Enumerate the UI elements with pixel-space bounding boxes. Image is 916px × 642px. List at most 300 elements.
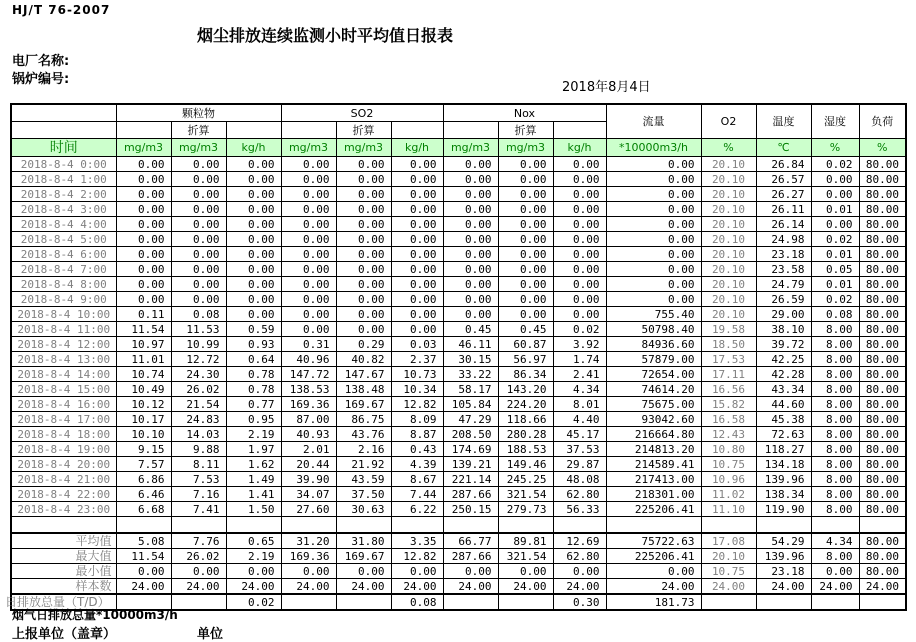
table-row <box>11 187 906 202</box>
value-cell: 217413.00 <box>606 472 701 487</box>
value-cell: 8.87 <box>391 427 443 442</box>
value-cell: 24.79 <box>756 277 811 292</box>
value-cell: 287.66 <box>443 549 498 564</box>
value-cell: 0.00 <box>391 232 443 247</box>
value-cell <box>171 594 226 610</box>
value-cell: 24.83 <box>171 412 226 427</box>
value-cell: 10.75 <box>701 564 756 579</box>
value-cell: 0.00 <box>443 232 498 247</box>
flue-gas-total-label: 烟气日排放总量*10000m3/h <box>12 608 178 622</box>
table-row <box>11 397 906 412</box>
value-cell: 118.66 <box>498 412 553 427</box>
value-cell: 20.10 <box>701 292 756 307</box>
value-cell: 87.00 <box>281 412 336 427</box>
value-cell: 18.50 <box>701 337 756 352</box>
value-cell: 6.22 <box>391 502 443 517</box>
time-col-spacer <box>11 104 116 122</box>
value-cell: 755.40 <box>606 307 701 322</box>
value-cell: 0.00 <box>443 307 498 322</box>
value-cell: 0.00 <box>606 187 701 202</box>
value-cell: 2.19 <box>226 549 281 564</box>
value-cell: 40.93 <box>281 427 336 442</box>
value-cell: 20.10 <box>701 232 756 247</box>
value-cell: 6.46 <box>116 487 171 502</box>
row-time: 2018-8-4 13:00 <box>11 352 116 367</box>
value-cell: 174.69 <box>443 442 498 457</box>
value-cell: 0.00 <box>116 157 171 172</box>
value-cell <box>391 517 443 534</box>
value-cell: 8.09 <box>391 412 443 427</box>
row-time: 2018-8-4 4:00 <box>11 217 116 232</box>
unit-so2-mgm3: mg/m3 <box>281 139 336 157</box>
col-header-humidity: 湿度 <box>811 104 859 139</box>
value-cell: 20.10 <box>701 277 756 292</box>
report-date: 2018年8月4日 <box>562 80 651 95</box>
value-cell: 20.10 <box>701 307 756 322</box>
row-time: 2018-8-4 7:00 <box>11 262 116 277</box>
value-cell: 30.63 <box>336 502 391 517</box>
value-cell: 8.00 <box>811 549 859 564</box>
value-cell: 8.00 <box>811 442 859 457</box>
value-cell <box>226 517 281 534</box>
value-cell: 80.00 <box>859 322 906 337</box>
value-cell: 245.25 <box>498 472 553 487</box>
summary-label: 最大值 <box>11 549 116 564</box>
value-cell: 3.92 <box>553 337 606 352</box>
table-row <box>11 337 906 352</box>
value-cell: 0.00 <box>553 247 606 262</box>
table-row <box>11 367 906 382</box>
value-cell <box>553 517 606 534</box>
value-cell <box>336 517 391 534</box>
value-cell: 24.00 <box>336 579 391 595</box>
value-cell: 0.00 <box>336 157 391 172</box>
value-cell: 24.00 <box>811 579 859 595</box>
value-cell: 0.00 <box>498 217 553 232</box>
value-cell: 0.00 <box>116 202 171 217</box>
row-time: 2018-8-4 18:00 <box>11 427 116 442</box>
value-cell: 34.07 <box>281 487 336 502</box>
value-cell: 0.00 <box>553 262 606 277</box>
value-cell: 0.00 <box>443 157 498 172</box>
value-cell: 29.87 <box>553 457 606 472</box>
value-cell: 38.10 <box>756 322 811 337</box>
value-cell: 9.15 <box>116 442 171 457</box>
value-cell: 24.00 <box>606 579 701 595</box>
value-cell: 0.00 <box>443 292 498 307</box>
empty-header-cell <box>553 122 606 139</box>
value-cell: 30.15 <box>443 352 498 367</box>
value-cell: 21.92 <box>336 457 391 472</box>
value-cell: 80.00 <box>859 307 906 322</box>
value-cell <box>859 517 906 534</box>
value-cell <box>859 594 906 610</box>
value-cell: 80.00 <box>859 427 906 442</box>
value-cell: 16.58 <box>701 412 756 427</box>
value-cell: 0.78 <box>226 367 281 382</box>
table-body <box>5 157 906 611</box>
value-cell: 37.50 <box>336 487 391 502</box>
row-time: 2018-8-4 6:00 <box>11 247 116 262</box>
value-cell: 50798.40 <box>606 322 701 337</box>
reporting-unit-label: 上报单位（盖章） <box>12 627 117 642</box>
converted-label-pm: 折算 <box>171 122 226 139</box>
value-cell: 39.72 <box>756 337 811 352</box>
standard-number: HJ/T 76-2007 <box>12 3 111 17</box>
value-cell: 7.41 <box>171 502 226 517</box>
value-cell: 0.00 <box>116 564 171 579</box>
value-cell: 147.72 <box>281 367 336 382</box>
table-row <box>11 232 906 247</box>
value-cell <box>498 517 553 534</box>
value-cell: 2.41 <box>553 367 606 382</box>
table-row <box>11 352 906 367</box>
value-cell: 0.00 <box>443 247 498 262</box>
value-cell: 80.00 <box>859 247 906 262</box>
value-cell: 80.00 <box>859 262 906 277</box>
value-cell: 24.00 <box>756 579 811 595</box>
row-time: 2018-8-4 19:00 <box>11 442 116 457</box>
value-cell <box>811 594 859 610</box>
value-cell: 0.00 <box>336 202 391 217</box>
row-time: 2018-8-4 23:00 <box>11 502 116 517</box>
value-cell: 24.00 <box>226 579 281 595</box>
value-cell: 0.00 <box>226 277 281 292</box>
value-cell: 26.02 <box>171 549 226 564</box>
value-cell: 2.16 <box>336 442 391 457</box>
value-cell: 26.02 <box>171 382 226 397</box>
value-cell: 0.00 <box>498 277 553 292</box>
value-cell: 0.00 <box>116 262 171 277</box>
table-row <box>11 472 906 487</box>
value-cell: 0.00 <box>336 172 391 187</box>
blank-row <box>11 517 906 534</box>
row-time: 2018-8-4 2:00 <box>11 187 116 202</box>
value-cell: 0.00 <box>606 262 701 277</box>
value-cell: 139.96 <box>756 472 811 487</box>
group-header-pm: 颗粒物 <box>116 104 281 122</box>
value-cell: 0.00 <box>391 307 443 322</box>
value-cell: 12.72 <box>171 352 226 367</box>
value-cell: 181.73 <box>606 594 701 610</box>
value-cell: 138.53 <box>281 382 336 397</box>
unit-so2-converted-mgm3: mg/m3 <box>336 139 391 157</box>
table-row <box>11 172 906 187</box>
value-cell: 0.00 <box>391 292 443 307</box>
value-cell: 42.25 <box>756 352 811 367</box>
value-cell: 33.22 <box>443 367 498 382</box>
value-cell: 8.00 <box>811 352 859 367</box>
row-time: 2018-8-4 12:00 <box>11 337 116 352</box>
row-time: 2018-8-4 14:00 <box>11 367 116 382</box>
value-cell: 0.00 <box>336 292 391 307</box>
value-cell: 24.00 <box>553 579 606 595</box>
value-cell: 0.00 <box>443 564 498 579</box>
value-cell <box>443 594 498 610</box>
value-cell: 26.14 <box>756 217 811 232</box>
value-cell: 12.43 <box>701 427 756 442</box>
value-cell: 0.00 <box>116 277 171 292</box>
value-cell: 60.87 <box>498 337 553 352</box>
table-row <box>11 412 906 427</box>
value-cell: 11.01 <box>116 352 171 367</box>
table-row <box>11 247 906 262</box>
value-cell: 0.00 <box>498 232 553 247</box>
value-cell: 8.00 <box>811 487 859 502</box>
value-cell: 225206.41 <box>606 502 701 517</box>
value-cell: 0.00 <box>226 292 281 307</box>
value-cell: 80.00 <box>859 533 906 549</box>
value-cell: 2.01 <box>281 442 336 457</box>
value-cell: 0.00 <box>443 217 498 232</box>
row-time: 2018-8-4 5:00 <box>11 232 116 247</box>
time-header: 时间 <box>11 139 116 157</box>
value-cell: 39.90 <box>281 472 336 487</box>
value-cell: 0.00 <box>391 157 443 172</box>
value-cell: 54.29 <box>756 533 811 549</box>
value-cell: 119.90 <box>756 502 811 517</box>
unit-flow: *10000m3/h <box>606 139 701 157</box>
value-cell <box>756 594 811 610</box>
value-cell: 24.00 <box>281 579 336 595</box>
value-cell: 0.00 <box>391 322 443 337</box>
value-cell: 24.00 <box>391 579 443 595</box>
value-cell: 0.00 <box>171 232 226 247</box>
value-cell: 0.08 <box>391 594 443 610</box>
value-cell <box>171 517 226 534</box>
col-header-flow: 流量 <box>606 104 701 139</box>
value-cell: 20.10 <box>701 157 756 172</box>
value-cell: 0.00 <box>811 187 859 202</box>
time-col-spacer <box>11 122 116 139</box>
value-cell: 0.00 <box>171 172 226 187</box>
unit-label: 单位 <box>197 627 224 642</box>
value-cell: 40.96 <box>281 352 336 367</box>
value-cell: 221.14 <box>443 472 498 487</box>
value-cell: 0.00 <box>498 202 553 217</box>
value-cell: 118.27 <box>756 442 811 457</box>
group-header-nox: Nox <box>443 104 606 122</box>
table-row <box>11 262 906 277</box>
value-cell: 8.00 <box>811 457 859 472</box>
table-row <box>11 457 906 472</box>
total-label: 日排放总量（T/D） <box>11 594 116 610</box>
value-cell: 0.00 <box>336 564 391 579</box>
value-cell: 0.02 <box>811 292 859 307</box>
value-cell: 149.46 <box>498 457 553 472</box>
value-cell: 0.00 <box>498 157 553 172</box>
value-cell: 80.00 <box>859 172 906 187</box>
value-cell: 0.01 <box>811 277 859 292</box>
value-cell: 80.00 <box>859 442 906 457</box>
value-cell: 147.67 <box>336 367 391 382</box>
value-cell: 0.00 <box>281 307 336 322</box>
row-time: 2018-8-4 10:00 <box>11 307 116 322</box>
value-cell: 188.53 <box>498 442 553 457</box>
value-cell: 80.00 <box>859 277 906 292</box>
value-cell: 0.00 <box>226 172 281 187</box>
value-cell: 0.00 <box>391 217 443 232</box>
unit-load-percent: % <box>859 139 906 157</box>
value-cell: 0.95 <box>226 412 281 427</box>
value-cell: 0.00 <box>226 262 281 277</box>
value-cell: 93042.60 <box>606 412 701 427</box>
value-cell: 280.28 <box>498 427 553 442</box>
value-cell: 0.00 <box>553 307 606 322</box>
value-cell: 0.00 <box>391 172 443 187</box>
value-cell: 10.96 <box>701 472 756 487</box>
summary-row <box>11 533 906 549</box>
value-cell: 19.58 <box>701 322 756 337</box>
value-cell: 43.59 <box>336 472 391 487</box>
value-cell: 80.00 <box>859 187 906 202</box>
table-row <box>11 487 906 502</box>
value-cell: 321.54 <box>498 549 553 564</box>
value-cell: 287.66 <box>443 487 498 502</box>
row-time: 2018-8-4 11:00 <box>11 322 116 337</box>
value-cell: 11.02 <box>701 487 756 502</box>
value-cell <box>606 517 701 534</box>
value-cell: 0.00 <box>281 187 336 202</box>
value-cell: 8.00 <box>811 337 859 352</box>
value-cell: 7.44 <box>391 487 443 502</box>
value-cell: 0.03 <box>391 337 443 352</box>
table-row <box>11 307 906 322</box>
value-cell: 26.84 <box>756 157 811 172</box>
value-cell: 208.50 <box>443 427 498 442</box>
value-cell: 0.00 <box>281 292 336 307</box>
value-cell: 7.16 <box>171 487 226 502</box>
empty-header-cell <box>116 122 171 139</box>
value-cell: 0.78 <box>226 382 281 397</box>
value-cell: 20.10 <box>701 202 756 217</box>
value-cell: 0.00 <box>553 564 606 579</box>
value-cell: 80.00 <box>859 502 906 517</box>
value-cell: 0.77 <box>226 397 281 412</box>
value-cell: 31.20 <box>281 533 336 549</box>
value-cell: 0.02 <box>811 157 859 172</box>
unit-humidity-percent: % <box>811 139 859 157</box>
value-cell: 4.34 <box>811 533 859 549</box>
page-title: 烟尘排放连续监测小时平均值日报表 <box>196 26 453 45</box>
value-cell: 29.00 <box>756 307 811 322</box>
value-cell: 139.96 <box>756 549 811 564</box>
value-cell: 0.00 <box>443 187 498 202</box>
value-cell: 26.59 <box>756 292 811 307</box>
value-cell: 0.93 <box>226 337 281 352</box>
value-cell: 0.00 <box>498 187 553 202</box>
value-cell: 0.00 <box>391 564 443 579</box>
value-cell: 10.75 <box>701 457 756 472</box>
value-cell: 139.21 <box>443 457 498 472</box>
value-cell: 17.11 <box>701 367 756 382</box>
unit-pm-kgh: kg/h <box>226 139 281 157</box>
unit-nox-mgm3: mg/m3 <box>443 139 498 157</box>
value-cell <box>443 517 498 534</box>
value-cell: 7.76 <box>171 533 226 549</box>
value-cell <box>116 517 171 534</box>
row-time: 2018-8-4 1:00 <box>11 172 116 187</box>
value-cell: 250.15 <box>443 502 498 517</box>
table-row <box>11 277 906 292</box>
value-cell: 0.00 <box>391 202 443 217</box>
value-cell: 80.00 <box>859 412 906 427</box>
summary-label: 平均值 <box>11 533 116 549</box>
value-cell: 1.41 <box>226 487 281 502</box>
value-cell: 0.08 <box>171 307 226 322</box>
value-cell: 10.80 <box>701 442 756 457</box>
value-cell: 8.00 <box>811 367 859 382</box>
value-cell: 10.17 <box>116 412 171 427</box>
converted-label-nox: 折算 <box>498 122 553 139</box>
value-cell: 56.33 <box>553 502 606 517</box>
value-cell: 20.10 <box>701 172 756 187</box>
value-cell: 24.00 <box>116 579 171 595</box>
value-cell: 0.05 <box>811 262 859 277</box>
value-cell: 10.74 <box>116 367 171 382</box>
group-header-so2: SO2 <box>281 104 443 122</box>
unit-pm-mgm3: mg/m3 <box>116 139 171 157</box>
value-cell: 0.00 <box>171 157 226 172</box>
value-cell: 0.00 <box>116 217 171 232</box>
value-cell: 0.00 <box>606 217 701 232</box>
value-cell: 0.00 <box>553 187 606 202</box>
value-cell: 23.18 <box>756 564 811 579</box>
value-cell: 0.00 <box>171 277 226 292</box>
value-cell <box>281 517 336 534</box>
value-cell: 0.00 <box>281 172 336 187</box>
value-cell: 66.77 <box>443 533 498 549</box>
value-cell: 1.97 <box>226 442 281 457</box>
value-cell: 2.19 <box>226 427 281 442</box>
value-cell: 0.00 <box>606 172 701 187</box>
table-row <box>11 502 906 517</box>
unit-temp-celsius: ℃ <box>756 139 811 157</box>
value-cell: 138.34 <box>756 487 811 502</box>
value-cell: 0.00 <box>171 247 226 262</box>
value-cell: 80.00 <box>859 337 906 352</box>
value-cell: 214589.41 <box>606 457 701 472</box>
value-cell: 86.34 <box>498 367 553 382</box>
value-cell: 4.34 <box>553 382 606 397</box>
value-cell: 0.00 <box>443 172 498 187</box>
value-cell: 80.00 <box>859 564 906 579</box>
value-cell: 0.02 <box>226 594 281 610</box>
value-cell: 20.10 <box>701 247 756 262</box>
value-cell: 20.10 <box>701 262 756 277</box>
value-cell: 8.00 <box>811 382 859 397</box>
value-cell: 0.31 <box>281 337 336 352</box>
value-cell: 86.75 <box>336 412 391 427</box>
value-cell: 0.00 <box>391 187 443 202</box>
value-cell: 10.12 <box>116 397 171 412</box>
row-time: 2018-8-4 15:00 <box>11 382 116 397</box>
value-cell <box>756 517 811 534</box>
value-cell: 72654.00 <box>606 367 701 382</box>
value-cell: 7.53 <box>171 472 226 487</box>
value-cell: 62.80 <box>553 487 606 502</box>
boiler-no-label: 锅炉编号: <box>12 72 70 87</box>
value-cell: 0.00 <box>171 187 226 202</box>
value-cell: 89.81 <box>498 533 553 549</box>
value-cell: 48.08 <box>553 472 606 487</box>
table-row <box>11 292 906 307</box>
value-cell: 0.30 <box>553 594 606 610</box>
value-cell: 0.11 <box>116 307 171 322</box>
value-cell: 21.54 <box>171 397 226 412</box>
blank-cell <box>11 517 116 534</box>
table-row <box>11 427 906 442</box>
